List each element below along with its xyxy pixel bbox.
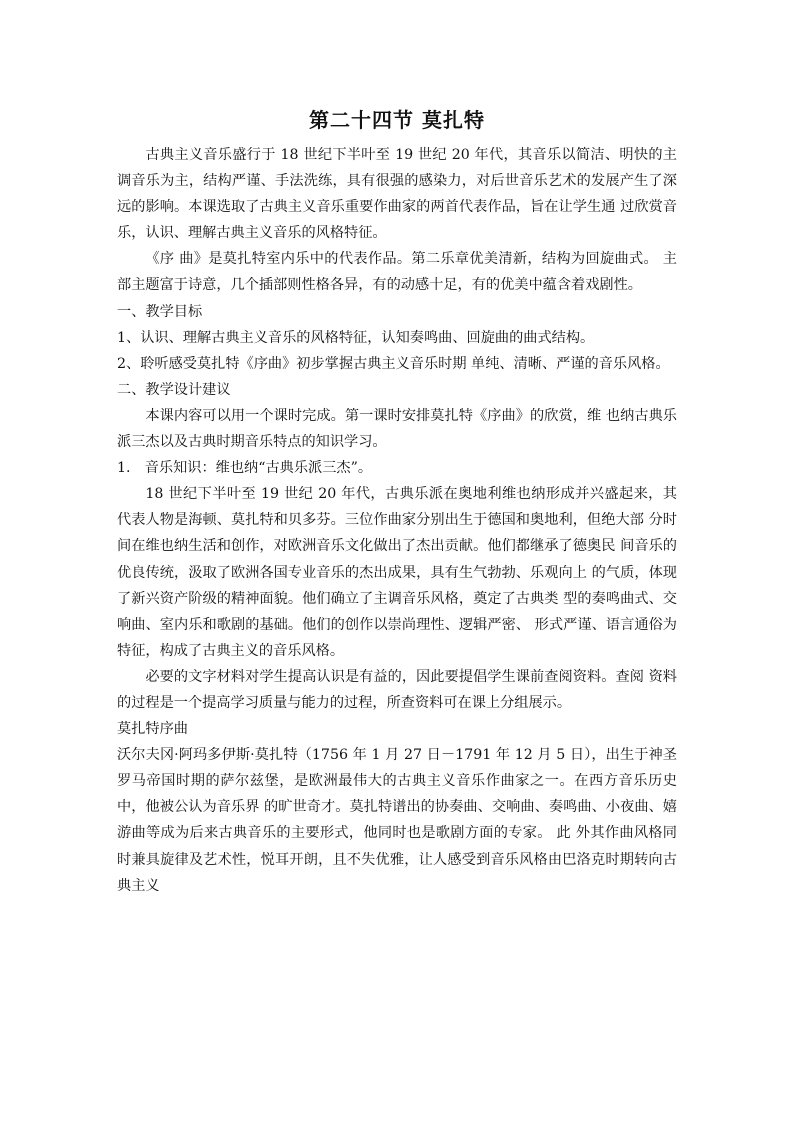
page-title: 第二十四节 莫扎特 [309, 108, 485, 132]
paragraph-mozart-bio: 沃尔夫冈·阿玛多伊斯·莫扎特（1756 年 1 月 27 日－1791 年 12 月 5 日），出生于神圣罗马帝国时期的萨尔兹堡，是欧洲最伟大的古典主义音乐作曲家之一。在西方音乐历史中，他被公认为音乐界 的旷世奇才。莫扎特谱出的协奏曲、交响曲、奏鸣曲、小夜曲、嬉游曲等成为后来古典音乐的主要形式，他同时也是歌剧方面的专家。 此 外其作曲风格同时兼具旋律及艺术性，悦耳开朗，且不失优雅，让人感受到音乐风格由巴洛克时期转向古典主义 [117, 747, 677, 894]
list-item-goal-2: 2、聆听感受莫扎特《序曲》初步掌握古典主义音乐时期 单纯、清晰、严谨的音乐风格。 [117, 355, 670, 372]
paragraph-overture-intro: 《序 曲》是莫扎特室内乐中的代表作品。第二乐章优美清新，结构为回旋曲式。 主部主题富于诗意，几个插部则性格各异，有的动感十足，有的优美中蕴含着戏剧性。 [117, 251, 677, 294]
heading-teaching-goals: 一、教学目标 [117, 303, 203, 320]
paragraph-lesson-plan: 本课内容可以用一个课时完成。第一课时安排莫扎特《序曲》的欣赏，维 也纳古典乐派三杰以及古典时期音乐特点的知识学习。 [117, 407, 677, 451]
heading-design-suggestions: 二、教学设计建议 [117, 381, 231, 398]
paragraph-materials: 必要的文字材料对学生提高认识是有益的，因此要提倡学生课前查阅资料。查阅 资料的过程是一个提高学习质量与能力的过程，所查资料可在课上分组展示。 [117, 668, 677, 711]
list-item-goal-1: 1、认识、理解古典主义音乐的风格特征，认知奏鸣曲、回旋曲的曲式结构。 [117, 329, 595, 346]
heading-mozart-overture: 莫扎特序曲 [117, 721, 188, 738]
paragraph-intro: 古典主义音乐盛行于 18 世纪下半叶至 19 世纪 20 年代，其音乐以简洁、明快的主调音乐为主，结构严谨、手法洗练，具有很强的感染力，对后世音乐艺术的发展产生了深远的影响。本课选取了古典主义音乐重要作曲家的两首代表作品，旨在让学生通 过欣赏音乐，认识、理解古典主义音乐的风格特征。 [117, 147, 677, 242]
list-item-music-knowledge: 1. 音乐知识：维也纳“古典乐派三杰”。 [117, 460, 373, 477]
paragraph-vienna-school: 18 世纪下半叶至 19 世纪 20 年代，古典乐派在奥地利维也纳形成并兴盛起来，其 代表人物是海顿、莫扎特和贝多芬。三位作曲家分别出生于德国和奥地利，但绝大部 分时间在维也纳生活和创作，对欧洲音乐文化做出了杰出贡献。他们都继承了德奥民 间音乐的优良传统，汲取了欧洲各国专业音乐的杰出成果，具有生气勃勃、乐观向上 的气质，体现了新兴资产阶级的精神面貌。他们确立了主调音乐风格，奠定了古典类 型的奏鸣曲式、交响曲、室内乐和歌剧的基础。他们的创作以崇尚理性、逻辑严密、 形式严谨、语言通俗为特征，构成了古典主义的音乐风格。 [117, 486, 677, 659]
document-body [117, 142, 677, 899]
